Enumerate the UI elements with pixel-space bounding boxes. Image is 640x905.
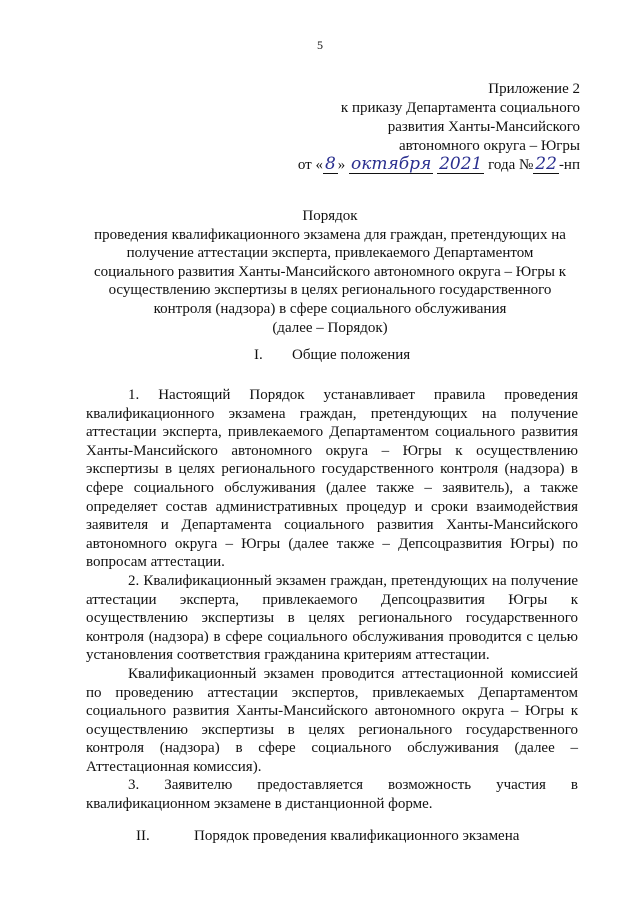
date-year [437,156,484,174]
date-month [349,156,433,174]
title-line: (далее – Порядок) [272,319,388,336]
paragraph: 1. Настоящий Порядок устанавливает правила проведения квалификационного экзамена граждан, претендующих на получение аттестации эксперта, привлекаемого Департаментом социального развития Ханты-Мансийского автономного округа – Югры к осуществлению экспертизы в целях регионального государственного контроля (надзора) в сфере социального обслуживания (далее также – заявитель), а также определяет состав административных процедур и сроки взаимодействия заявителя и Департамента социального развития Ханты-Мансийского автономного округа – Югры (далее также – Депсоцразвития Югры) по вопросам аттестации. [86,387,578,571]
section-heading-exam [136,827,519,845]
title-line: получение аттестации эксперта, привлекаемого Департаментом [126,245,534,262]
appendix-line: Приложение 2 [488,81,580,97]
date-mid: » [337,157,346,173]
appendix-date-line [240,156,580,175]
page-number: 5 [317,38,323,52]
number-suffix: -нп [558,157,580,173]
date-suffix: года № [488,157,534,173]
handwritten-number: 22 [535,154,557,174]
appendix-line: развития Ханты-Мансийского [387,119,580,135]
section-heading-general [254,346,410,364]
title-line: осуществлению экспертизы в целях регионального государственного [108,282,552,299]
date-prefix: от « [297,157,323,173]
handwritten-month: октября [351,154,432,174]
paragraph: Квалификационный экзамен проводится аттестационной комиссией по проведению аттестации экспертов, привлекаемых Департаментом социального развития Ханты-Мансийского автономного округа – Югры к осуществлению экспертизы в целях регионального государственного контроля (надзора) в сфере социального обслуживания (далее – Аттестационная комиссия). [86,665,578,775]
title-line: социального развития Ханты-Мансийского автономного округа – Югры к [93,263,566,280]
order-number [533,156,559,174]
title-line: контроля (надзора) в сфере социального обслуживания [153,300,507,317]
date-day [323,156,338,174]
document-title [80,207,580,337]
appendix-line: автономного округа – Югры [398,138,580,154]
appendix-line: к приказу Департамента социального [340,100,580,116]
paragraph: 2. Квалификационный экзамен граждан, претендующих на получение аттестации эксперта, привлекаемого Депсоцразвития Югры к осуществлению экспертизы в целях регионального государственного контроля (надзора) в сфере социального обслуживания проводится с целью установления соответствия гражданина критериям аттестации. [86,572,578,664]
section-title: Общие положения [292,347,411,363]
handwritten-year: 2021 [439,154,483,174]
title-line: проведения квалификационного экзамена для граждан, претендующих на [94,226,566,243]
appendix-block [240,80,580,175]
handwritten-day: 8 [324,154,336,174]
paragraph: 3. Заявителю предоставляется возможность участия в квалификационном экзамене в дистанционной форме. [86,777,578,813]
title-heading: Порядок [302,208,358,224]
section-title: Порядок проведения квалификационного экзамена [194,828,520,844]
body-text [86,386,578,814]
section-number: I. [254,347,263,363]
section-number: II. [136,828,150,844]
